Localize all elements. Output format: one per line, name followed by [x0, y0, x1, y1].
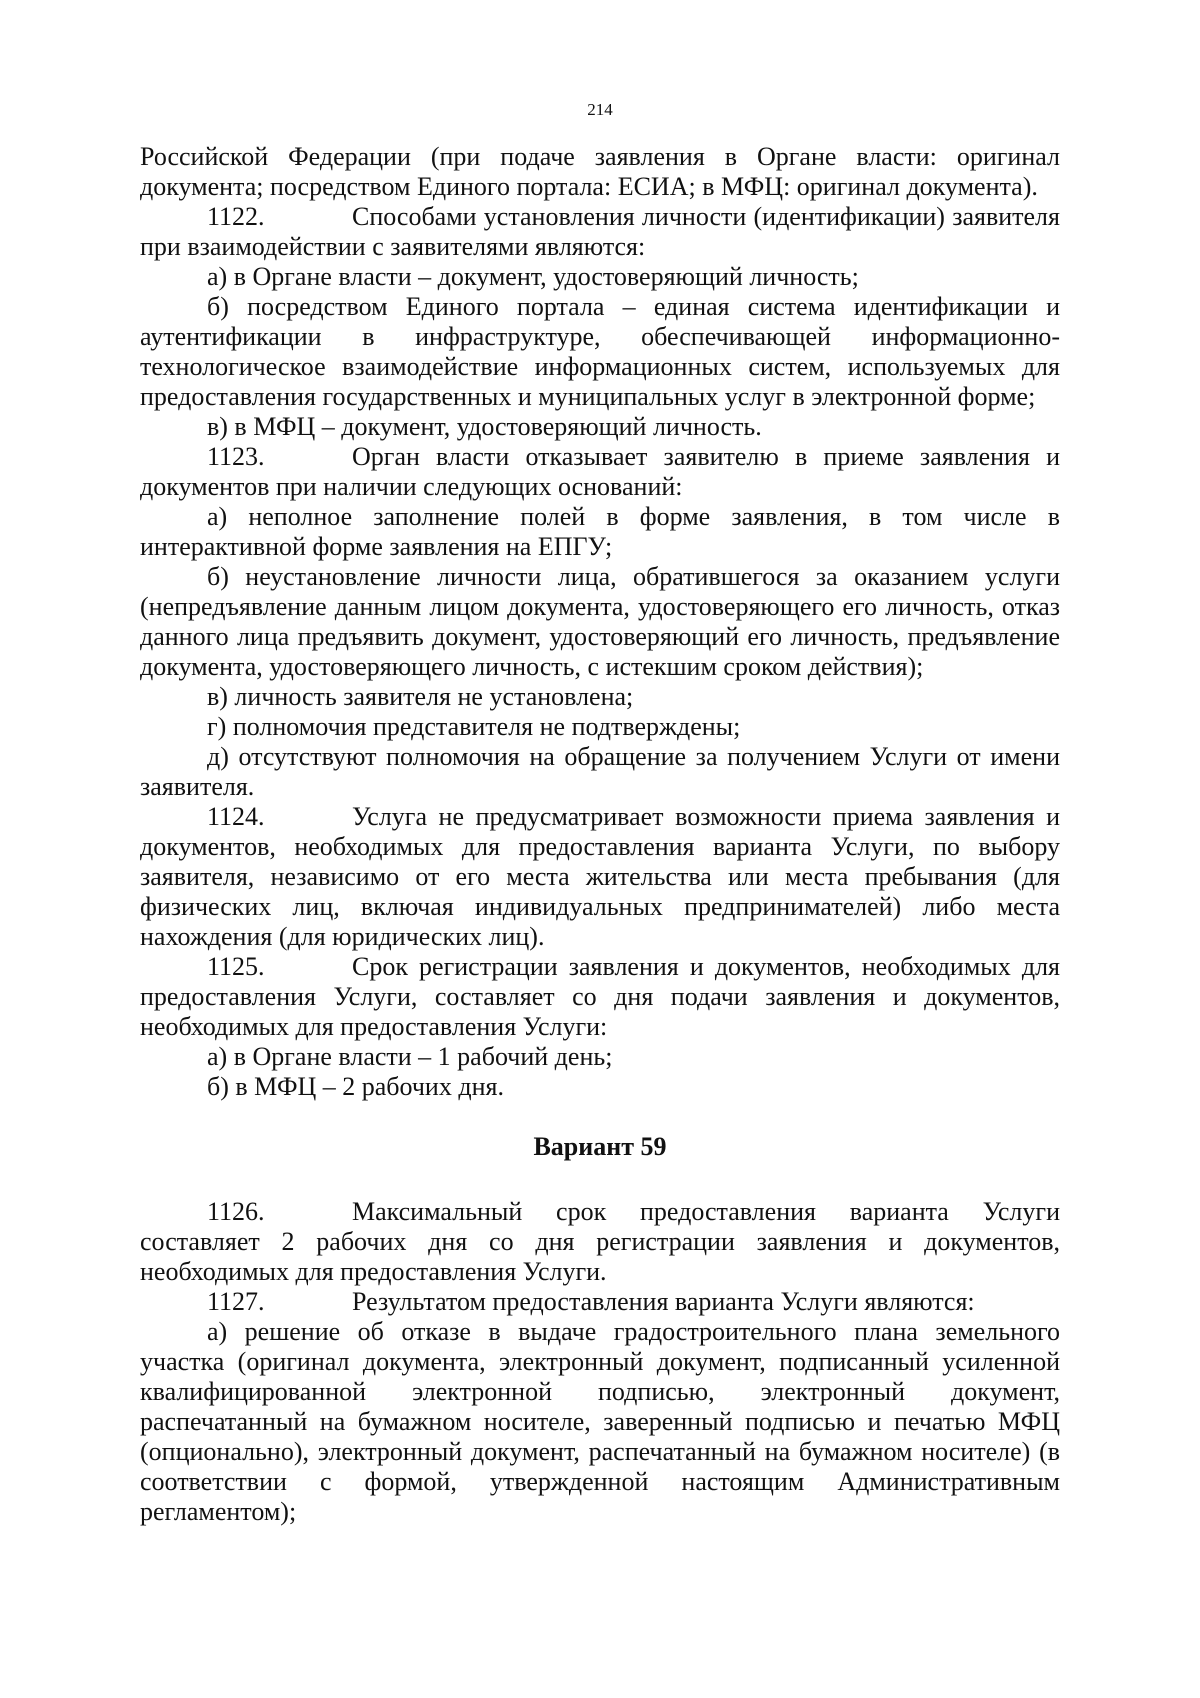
numbered-paragraph — [140, 442, 1060, 502]
paragraph-text: в) личность заявителя не установлена; — [207, 682, 634, 711]
list-item — [140, 562, 1060, 682]
paragraph-text: Орган власти отказывает заявителю в приеме заявления и документов при наличии следующих оснований: — [140, 442, 1060, 501]
numbered-paragraph — [140, 1287, 1060, 1317]
paragraph-number: 1124. — [207, 802, 265, 831]
paragraph-text: Срок регистрации заявления и документов, необходимых для предоставления Услуги, составляет со дня подачи заявления и документов, необходимых для предоставления Услуги: — [140, 952, 1060, 1041]
paragraph-text: г) полномочия представителя не подтверждены; — [207, 712, 741, 741]
list-item — [140, 742, 1060, 802]
document-body-bottom — [140, 1197, 1060, 1527]
list-item — [140, 1317, 1060, 1527]
page-number: 214 — [587, 100, 613, 119]
paragraph-text: а) в Органе власти – документ, удостоверяющий личность; — [207, 262, 859, 291]
paragraph-number: 1122. — [207, 202, 265, 231]
document-page — [140, 100, 1060, 1527]
paragraph-text: Результатом предоставления варианта Услуги являются: — [352, 1287, 975, 1316]
paragraph-number: 1127. — [207, 1287, 265, 1316]
paragraph-number: 1126. — [207, 1197, 265, 1226]
paragraph-text: в) в МФЦ – документ, удостоверяющий личность. — [207, 412, 762, 441]
document-body-top — [140, 142, 1060, 1102]
numbered-paragraph — [140, 802, 1060, 952]
section-heading: Вариант 59 — [533, 1132, 667, 1161]
paragraph-text: Российской Федерации (при подаче заявления в Органе власти: оригинал документа; посредством Единого портала: ЕСИА; в МФЦ: оригинал документа). — [140, 142, 1060, 201]
paragraph-number: 1125. — [207, 952, 265, 981]
paragraph-text: Услуга не предусматривает возможности приема заявления и документов, необходимых для предоставления варианта Услуги, по выбору заявителя, независимо от его места жительства или места пребывания (для физических лиц, включая индивидуальных предпринимателей) либо места нахождения (для юридических лиц). — [140, 802, 1060, 951]
paragraph-text: б) неустановление личности лица, обратившегося за оказанием услуги (непредъявление данным лицом документа, удостоверяющего его личность, отказ данного лица предъявить документ, удостоверяющий его личность, предъявление документа, удостоверяющего личность, с истекшим сроком действия); — [140, 562, 1060, 681]
paragraph-text: д) отсутствуют полномочия на обращение за получением Услуги от имени заявителя. — [140, 742, 1060, 801]
list-item — [140, 1072, 1060, 1102]
list-item — [140, 682, 1060, 712]
paragraph — [140, 142, 1060, 202]
list-item — [140, 1042, 1060, 1072]
numbered-paragraph — [140, 1197, 1060, 1287]
numbered-paragraph — [140, 952, 1060, 1042]
paragraph-number: 1123. — [207, 442, 265, 471]
list-item — [140, 502, 1060, 562]
list-item — [140, 292, 1060, 412]
paragraph-text: б) посредством Единого портала – единая система идентификации и аутентификации в инфраструктуре, обеспечивающей информационно-технологическое взаимодействие информационных систем, используемых для предоставления государственных и муниципальных услуг в электронной форме; — [140, 292, 1060, 411]
paragraph-text: Максимальный срок предоставления варианта Услуги составляет 2 рабочих дня со дня регистрации заявления и документов, необходимых для предоставления Услуги. — [140, 1197, 1060, 1286]
paragraph-text: Способами установления личности (идентификации) заявителя при взаимодействии с заявителями являются: — [140, 202, 1060, 261]
paragraph-text: а) в Органе власти – 1 рабочий день; — [207, 1042, 613, 1071]
list-item — [140, 712, 1060, 742]
list-item — [140, 262, 1060, 292]
list-item — [140, 412, 1060, 442]
paragraph-text: а) решение об отказе в выдаче градостроительного плана земельного участка (оригинал документа, электронный документ, подписанный усиленной квалифицированной электронной подписью, электронный документ, распечатанный на бумажном носителе, заверенный подписью и печатью МФЦ (опционально), электронный документ, распечатанный на бумажном носителе) (в соответствии с формой, утвержденной настоящим Административным регламентом); — [140, 1317, 1060, 1526]
paragraph-text: б) в МФЦ – 2 рабочих дня. — [207, 1072, 504, 1101]
paragraph-text: а) неполное заполнение полей в форме заявления, в том числе в интерактивной форме заявления на ЕПГУ; — [140, 502, 1060, 561]
numbered-paragraph — [140, 202, 1060, 262]
